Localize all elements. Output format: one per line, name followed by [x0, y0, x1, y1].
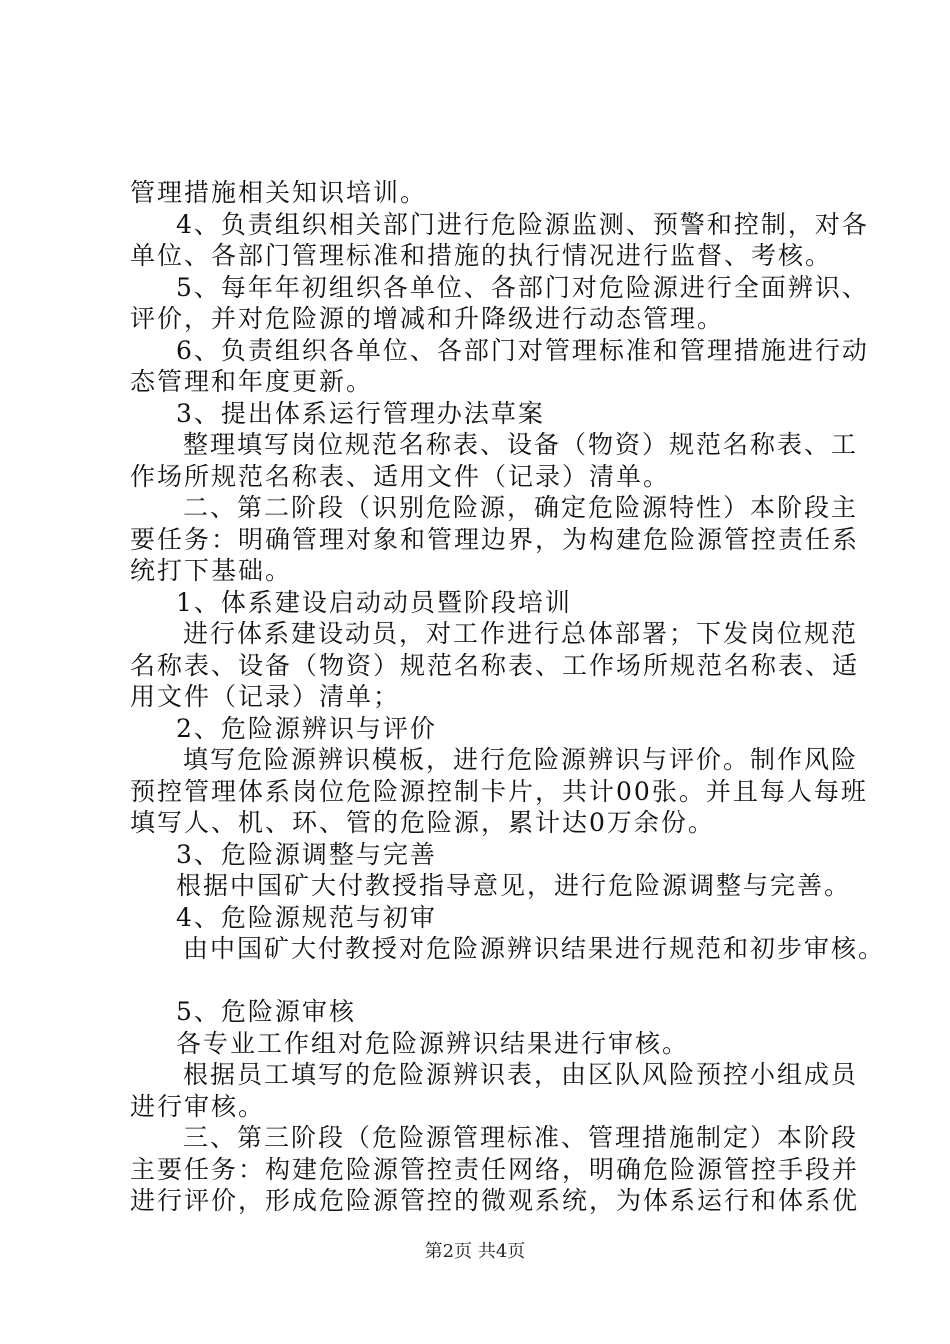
text-line: 主要任务：构建危险源管控责任网络，明确危险源管控手段并 [130, 1155, 860, 1184]
text-line: 预控管理体系岗位危险源控制卡片，共计00张。并且每人每班 [130, 777, 868, 806]
text-line: 用文件（记录）清单； [130, 682, 401, 711]
text-line: 作场所规范名称表、适用文件（记录）清单。 [130, 462, 671, 491]
text-line: 3、危险源调整与完善 [176, 840, 437, 869]
page-footer: 第2页 共4页 [424, 1241, 526, 1262]
text-line: 4、危险源规范与初审 [176, 903, 437, 932]
text-line: 根据员工填写的危险源辨识表，由区队风险预控小组成员 [183, 1060, 859, 1089]
text-line: 填写人、机、环、管的危险源，累计达0万余份。 [130, 808, 715, 837]
text-line: 管理措施相关知识培训。 [130, 178, 428, 207]
text-line: 二、第二阶段（识别危险源，确定危险源特性）本阶段主 [183, 493, 859, 522]
text-line: 统打下基础。 [130, 556, 293, 585]
text-line: 3、提出体系运行管理办法草案 [176, 399, 545, 428]
text-line: 进行审核。 [130, 1092, 266, 1121]
text-line: 6、负责组织各单位、各部门对管理标准和管理措施进行动 [176, 336, 869, 365]
text-line: 要任务：明确管理对象和管理边界，为构建危险源管控责任系 [130, 525, 860, 554]
text-line: 1、体系建设启动动员暨阶段培训 [176, 588, 572, 617]
text-line: 名称表、设备（物资）规范名称表、工作场所规范名称表、适 [130, 651, 860, 680]
text-line: 5、危险源审核 [176, 997, 356, 1026]
text-line: 评价，并对危险源的增减和升降级进行动态管理。 [130, 304, 725, 333]
text-line: 2、危险源辨识与评价 [176, 714, 437, 743]
text-line: 整理填写岗位规范名称表、设备（物资）规范名称表、工 [183, 430, 859, 459]
text-line: 4、负责组织相关部门进行危险源监测、预警和控制，对各 [176, 210, 869, 239]
text-line: 进行评价，形成危险源管控的微观系统，为体系运行和体系优 [130, 1186, 860, 1215]
text-line: 进行体系建设动员，对工作进行总体部署；下发岗位规范 [183, 619, 859, 648]
text-line: 单位、各部门管理标准和措施的执行情况进行监督、考核。 [130, 241, 833, 270]
text-line: 三、第三阶段（危险源管理标准、管理措施制定）本阶段 [183, 1123, 859, 1152]
text-line: 态管理和年度更新。 [130, 367, 374, 396]
text-line: 5、每年年初组织各单位、各部门对危险源进行全面辨识、 [176, 273, 869, 302]
text-line: 根据中国矿大付教授指导意见，进行危险源调整与完善。 [176, 871, 852, 900]
text-line: 填写危险源辨识模板，进行危险源辨识与评价。制作风险 [183, 745, 859, 774]
text-line: 各专业工作组对危险源辨识结果进行审核。 [176, 1029, 690, 1058]
text-line: 由中国矿大付教授对危险源辨识结果进行规范和初步审核。 [183, 934, 886, 963]
